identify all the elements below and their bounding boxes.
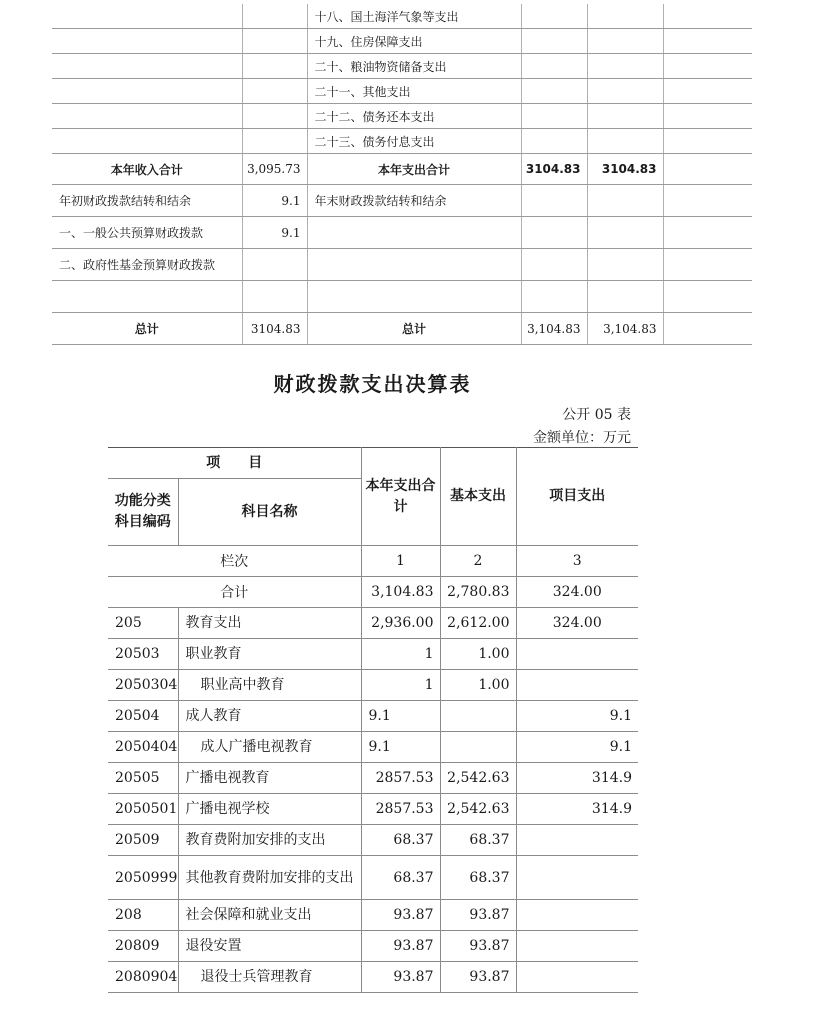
- income-total-row: [52, 154, 752, 185]
- function-code-cell: 2050999: [108, 856, 178, 900]
- table-number: 公开 05 表: [562, 407, 631, 423]
- carryover-expense-item-cell: 年末财政拨款结转和结余: [307, 185, 521, 217]
- basic-expense-cell: 2,542.63: [440, 763, 516, 794]
- project-expense-cell: [516, 900, 638, 931]
- amount-unit: 金额单位：万元: [533, 430, 631, 446]
- blank-cell: [663, 129, 752, 154]
- blank-cell: [663, 104, 752, 129]
- project-expense-cell: [516, 639, 638, 670]
- blank-cell: [663, 313, 752, 345]
- function-code-cell: 2050501: [108, 794, 178, 825]
- grand-total-value: 3104.83: [242, 313, 307, 345]
- subject-name-cell: 教育支出: [178, 608, 361, 639]
- project-expense-cell: 9.1: [516, 732, 638, 763]
- subject-name-cell: 教育费附加安排的支出: [178, 825, 361, 856]
- expenditure-table-body: [108, 448, 638, 993]
- project-expense-cell: [516, 825, 638, 856]
- grand-total-label: 总计: [52, 313, 242, 345]
- total-expense-cell: 93.87: [361, 900, 440, 931]
- grand-total-row: [52, 313, 752, 345]
- basic-expense-cell: 93.87: [440, 962, 516, 993]
- expense-item-cell: 十八、国土海洋气象等支出: [307, 4, 521, 29]
- carryover-item-cell: 年初财政拨款结转和结余: [52, 185, 242, 217]
- project-expense-cell: [516, 962, 638, 993]
- header-basic: 基本支出: [440, 448, 516, 546]
- carryover-amount-cell: 9.1: [242, 185, 307, 217]
- header-row-1: [108, 448, 638, 479]
- expense-amount-cell: [521, 104, 587, 129]
- table-row: [52, 79, 752, 104]
- sum-total: 3,104.83: [361, 577, 440, 608]
- income-amount-cell: [242, 4, 307, 29]
- table-row: [52, 104, 752, 129]
- carryover-row: [52, 217, 752, 249]
- carryover-expense-item-cell: [307, 217, 521, 249]
- total-expense-cell: 68.37: [361, 825, 440, 856]
- income-item-cell: [52, 79, 242, 104]
- total-expense-cell: 9.1: [361, 701, 440, 732]
- blank-cell: [663, 4, 752, 29]
- carryover-row: [52, 185, 752, 217]
- expense-item-cell: 二十二、债务还本支出: [307, 104, 521, 129]
- column-index-label: 栏次: [108, 546, 361, 577]
- table-row: [108, 825, 638, 856]
- subject-name-cell: 退役安置: [178, 931, 361, 962]
- subject-name-cell: 职业高中教育: [178, 670, 361, 701]
- expense-item-cell: 二十三、债务付息支出: [307, 129, 521, 154]
- fiscal-appropriation-expenditure-table: [108, 447, 638, 993]
- sum-row: [108, 577, 638, 608]
- total-expense-cell: 9.1: [361, 732, 440, 763]
- table-row: [108, 670, 638, 701]
- sum-label: 合计: [108, 577, 361, 608]
- expense-amount2-cell: [587, 4, 663, 29]
- basic-expense-cell: 93.87: [440, 900, 516, 931]
- function-code-cell: 20505: [108, 763, 178, 794]
- carryover-row: [52, 281, 752, 313]
- blank-cell: [663, 54, 752, 79]
- income-item-cell: [52, 129, 242, 154]
- header-item: 项 目: [108, 448, 361, 479]
- project-expense-cell: [516, 670, 638, 701]
- total-expense-cell: 93.87: [361, 931, 440, 962]
- income-item-cell: [52, 54, 242, 79]
- carryover-amount-cell: [242, 249, 307, 281]
- income-total-value: 3,095.73: [242, 154, 307, 185]
- basic-expense-cell: 93.87: [440, 931, 516, 962]
- expense-item-cell: 二十一、其他支出: [307, 79, 521, 104]
- blank-cell: [663, 79, 752, 104]
- table-row: [52, 29, 752, 54]
- column-index-row: [108, 546, 638, 577]
- subject-name-cell: 其他教育费附加安排的支出: [178, 856, 361, 900]
- expense-item-cell: 二十、粮油物资储备支出: [307, 54, 521, 79]
- carryover-item-cell: 一、一般公共预算财政拨款: [52, 217, 242, 249]
- carryover-amount-cell: [242, 281, 307, 313]
- basic-expense-cell: 2,542.63: [440, 794, 516, 825]
- expense-amount2-cell: [587, 129, 663, 154]
- table-row: [52, 129, 752, 154]
- function-code-cell: 2080904: [108, 962, 178, 993]
- expense-total-label: 本年支出合计: [307, 154, 521, 185]
- project-expense-cell: [516, 931, 638, 962]
- table-row: [108, 794, 638, 825]
- total-expense-cell: 2857.53: [361, 763, 440, 794]
- subject-name-cell: 成人广播电视教育: [178, 732, 361, 763]
- column-index-2: 2: [440, 546, 516, 577]
- income-expense-summary-table: [52, 4, 752, 345]
- subject-name-cell: 退役士兵管理教育: [178, 962, 361, 993]
- expense-total-value-2: 3104.83: [587, 154, 663, 185]
- total-expense-cell: 68.37: [361, 856, 440, 900]
- subject-name-cell: 成人教育: [178, 701, 361, 732]
- blank-cell: [521, 281, 587, 313]
- sum-basic: 2,780.83: [440, 577, 516, 608]
- column-index-3: 3: [516, 546, 638, 577]
- page-title: 财政拨款支出决算表: [273, 372, 472, 396]
- table-row: [108, 732, 638, 763]
- function-code-cell: 208: [108, 900, 178, 931]
- table-row: [108, 856, 638, 900]
- table-row: [108, 763, 638, 794]
- project-expense-cell: 314.9: [516, 763, 638, 794]
- blank-cell: [663, 217, 752, 249]
- table-row: [108, 639, 638, 670]
- grand-total-expense-value-2: 3,104.83: [587, 313, 663, 345]
- income-expense-summary-body: [52, 4, 752, 345]
- table-row: [52, 54, 752, 79]
- subject-name-cell: 广播电视学校: [178, 794, 361, 825]
- function-code-cell: 2050304: [108, 670, 178, 701]
- table-row: [108, 931, 638, 962]
- blank-cell: [521, 185, 587, 217]
- project-expense-cell: 9.1: [516, 701, 638, 732]
- blank-cell: [663, 29, 752, 54]
- table-row: [108, 900, 638, 931]
- carryover-expense-item-cell: [307, 281, 521, 313]
- income-amount-cell: [242, 104, 307, 129]
- income-item-cell: [52, 104, 242, 129]
- basic-expense-cell: 2,612.00: [440, 608, 516, 639]
- blank-cell: [663, 249, 752, 281]
- expense-total-value: 3104.83: [521, 154, 587, 185]
- project-expense-cell: 324.00: [516, 608, 638, 639]
- header-code: 功能分类科目编码: [108, 479, 178, 546]
- column-index-1: 1: [361, 546, 440, 577]
- income-item-cell: [52, 4, 242, 29]
- subject-name-cell: 社会保障和就业支出: [178, 900, 361, 931]
- header-total: 本年支出合计: [361, 448, 440, 546]
- carryover-row: [52, 249, 752, 281]
- blank-cell: [663, 185, 752, 217]
- carryover-item-cell: [52, 281, 242, 313]
- basic-expense-cell: 68.37: [440, 856, 516, 900]
- expense-item-cell: 十九、住房保障支出: [307, 29, 521, 54]
- carryover-expense-item-cell: [307, 249, 521, 281]
- blank-cell: [587, 185, 663, 217]
- blank-cell: [663, 154, 752, 185]
- subject-name-cell: 职业教育: [178, 639, 361, 670]
- blank-cell: [587, 249, 663, 281]
- expense-amount-cell: [521, 54, 587, 79]
- basic-expense-cell: 1.00: [440, 670, 516, 701]
- table-row: [108, 962, 638, 993]
- basic-expense-cell: 1.00: [440, 639, 516, 670]
- blank-cell: [521, 217, 587, 249]
- carryover-item-cell: 二、政府性基金预算财政拨款: [52, 249, 242, 281]
- function-code-cell: 20509: [108, 825, 178, 856]
- expense-amount-cell: [521, 4, 587, 29]
- function-code-cell: 2050404: [108, 732, 178, 763]
- expense-amount-cell: [521, 29, 587, 54]
- basic-expense-cell: [440, 732, 516, 763]
- table-row: [52, 4, 752, 29]
- expense-amount-cell: [521, 129, 587, 154]
- expense-amount2-cell: [587, 29, 663, 54]
- sum-project: 324.00: [516, 577, 638, 608]
- grand-total-expense-label: 总计: [307, 313, 521, 345]
- basic-expense-cell: 68.37: [440, 825, 516, 856]
- blank-cell: [587, 281, 663, 313]
- total-expense-cell: 93.87: [361, 962, 440, 993]
- expense-amount-cell: [521, 79, 587, 104]
- table-row: [108, 608, 638, 639]
- blank-cell: [521, 249, 587, 281]
- function-code-cell: 205: [108, 608, 178, 639]
- total-expense-cell: 1: [361, 670, 440, 701]
- header-project: 项目支出: [516, 448, 638, 546]
- income-amount-cell: [242, 54, 307, 79]
- project-expense-cell: 314.9: [516, 794, 638, 825]
- income-amount-cell: [242, 129, 307, 154]
- blank-cell: [663, 281, 752, 313]
- income-amount-cell: [242, 79, 307, 104]
- grand-total-expense-value: 3,104.83: [521, 313, 587, 345]
- function-code-cell: 20503: [108, 639, 178, 670]
- total-expense-cell: 2857.53: [361, 794, 440, 825]
- function-code-cell: 20809: [108, 931, 178, 962]
- project-expense-cell: [516, 856, 638, 900]
- total-expense-cell: 2,936.00: [361, 608, 440, 639]
- expense-amount2-cell: [587, 54, 663, 79]
- income-amount-cell: [242, 29, 307, 54]
- total-expense-cell: 1: [361, 639, 440, 670]
- income-item-cell: [52, 29, 242, 54]
- function-code-cell: 20504: [108, 701, 178, 732]
- expense-amount2-cell: [587, 104, 663, 129]
- expense-amount2-cell: [587, 79, 663, 104]
- income-total-label: 本年收入合计: [52, 154, 242, 185]
- table-row: [108, 701, 638, 732]
- basic-expense-cell: [440, 701, 516, 732]
- carryover-amount-cell: 9.1: [242, 217, 307, 249]
- subject-name-cell: 广播电视教育: [178, 763, 361, 794]
- blank-cell: [587, 217, 663, 249]
- header-name: 科目名称: [178, 479, 361, 546]
